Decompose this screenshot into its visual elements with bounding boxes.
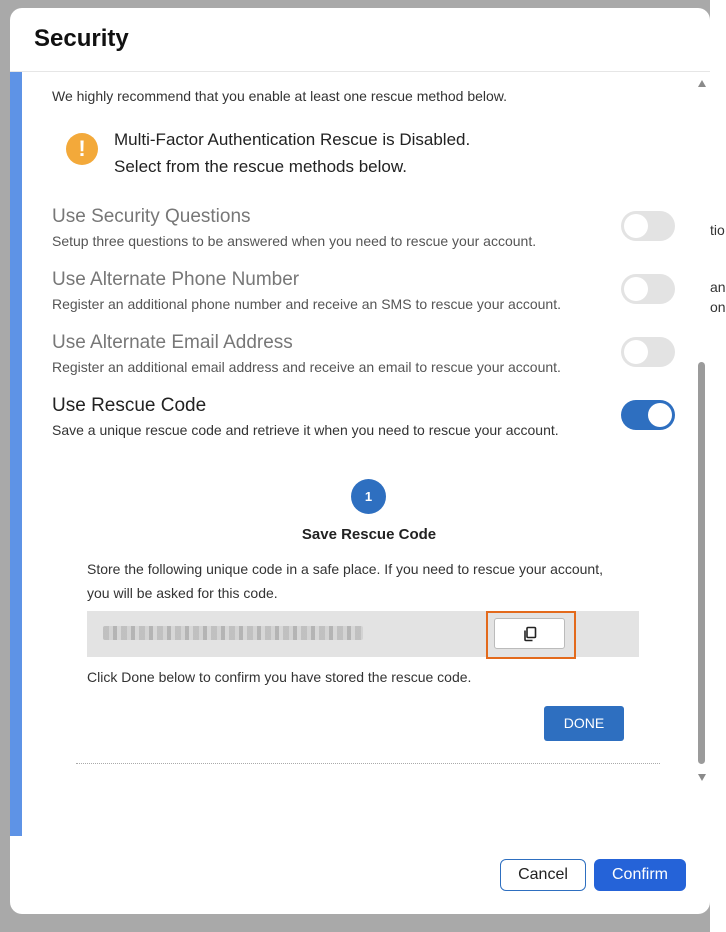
content-scrollbar[interactable] [696,72,708,792]
rescue-code-instructions: Store the following unique code in a safe place. If you need to rescue your account, you will be asked for this code. [87,561,603,601]
alternate-email-toggle[interactable] [621,337,675,367]
alert-title: Multi-Factor Authentication Rescue is Disabled. [114,130,471,149]
accent-bar [10,72,22,836]
toggle-knob [624,340,648,364]
option-rescue-code [52,395,692,451]
section-divider [76,763,660,764]
confirm-stored-text: Click Done below to confirm you have stored the rescue code. [87,669,472,685]
cancel-button[interactable]: Cancel [500,859,586,891]
toggle-knob [624,277,648,301]
option-description: Register an additional email address and receive an email to rescue your account. [52,359,561,375]
intro-text: We highly recommend that you enable at least one rescue method below. [52,88,508,104]
rescue-code-toggle[interactable] [621,400,675,430]
option-title: Use Alternate Email Address [52,332,293,353]
security-questions-toggle[interactable] [621,211,675,241]
background-text: an [710,279,726,295]
step-number-badge: 1 [351,479,386,514]
copy-code-button[interactable] [494,618,565,649]
scroll-thumb[interactable] [698,362,705,764]
background-page-peek [710,0,726,932]
exclamation-icon: ! [66,133,98,165]
modal-title: Security [34,25,129,52]
toggle-knob [648,403,672,427]
modal-content [22,72,698,836]
scroll-up-arrow-icon[interactable] [698,80,706,87]
confirm-button[interactable]: Confirm [594,859,686,891]
option-title: Use Security Questions [52,206,251,227]
background-text: tio [710,222,725,238]
blurred-rescue-code [103,626,363,640]
option-description: Setup three questions to be answered when you need to rescue your account. [52,233,537,249]
option-security-questions [52,206,692,262]
option-alternate-phone [52,269,692,325]
background-text: on [710,299,726,315]
option-description: Save a unique rescue code and retrieve it when you need to rescue your account. [52,422,559,438]
alert-subtitle: Select from the rescue methods below. [114,157,407,176]
copy-icon [522,626,538,642]
scroll-down-arrow-icon[interactable] [698,774,706,781]
toggle-knob [624,214,648,238]
option-title: Use Rescue Code [52,395,207,416]
option-alternate-email [52,332,692,388]
rescue-disabled-alert [66,128,626,184]
step-title: Save Rescue Code [301,526,437,543]
alternate-phone-toggle[interactable] [621,274,675,304]
option-description: Register an additional phone number and receive an SMS to rescue your account. [52,296,561,312]
modal-header [10,8,710,72]
done-button[interactable]: DONE [544,706,624,741]
option-title: Use Alternate Phone Number [52,269,300,290]
security-modal [10,8,710,914]
